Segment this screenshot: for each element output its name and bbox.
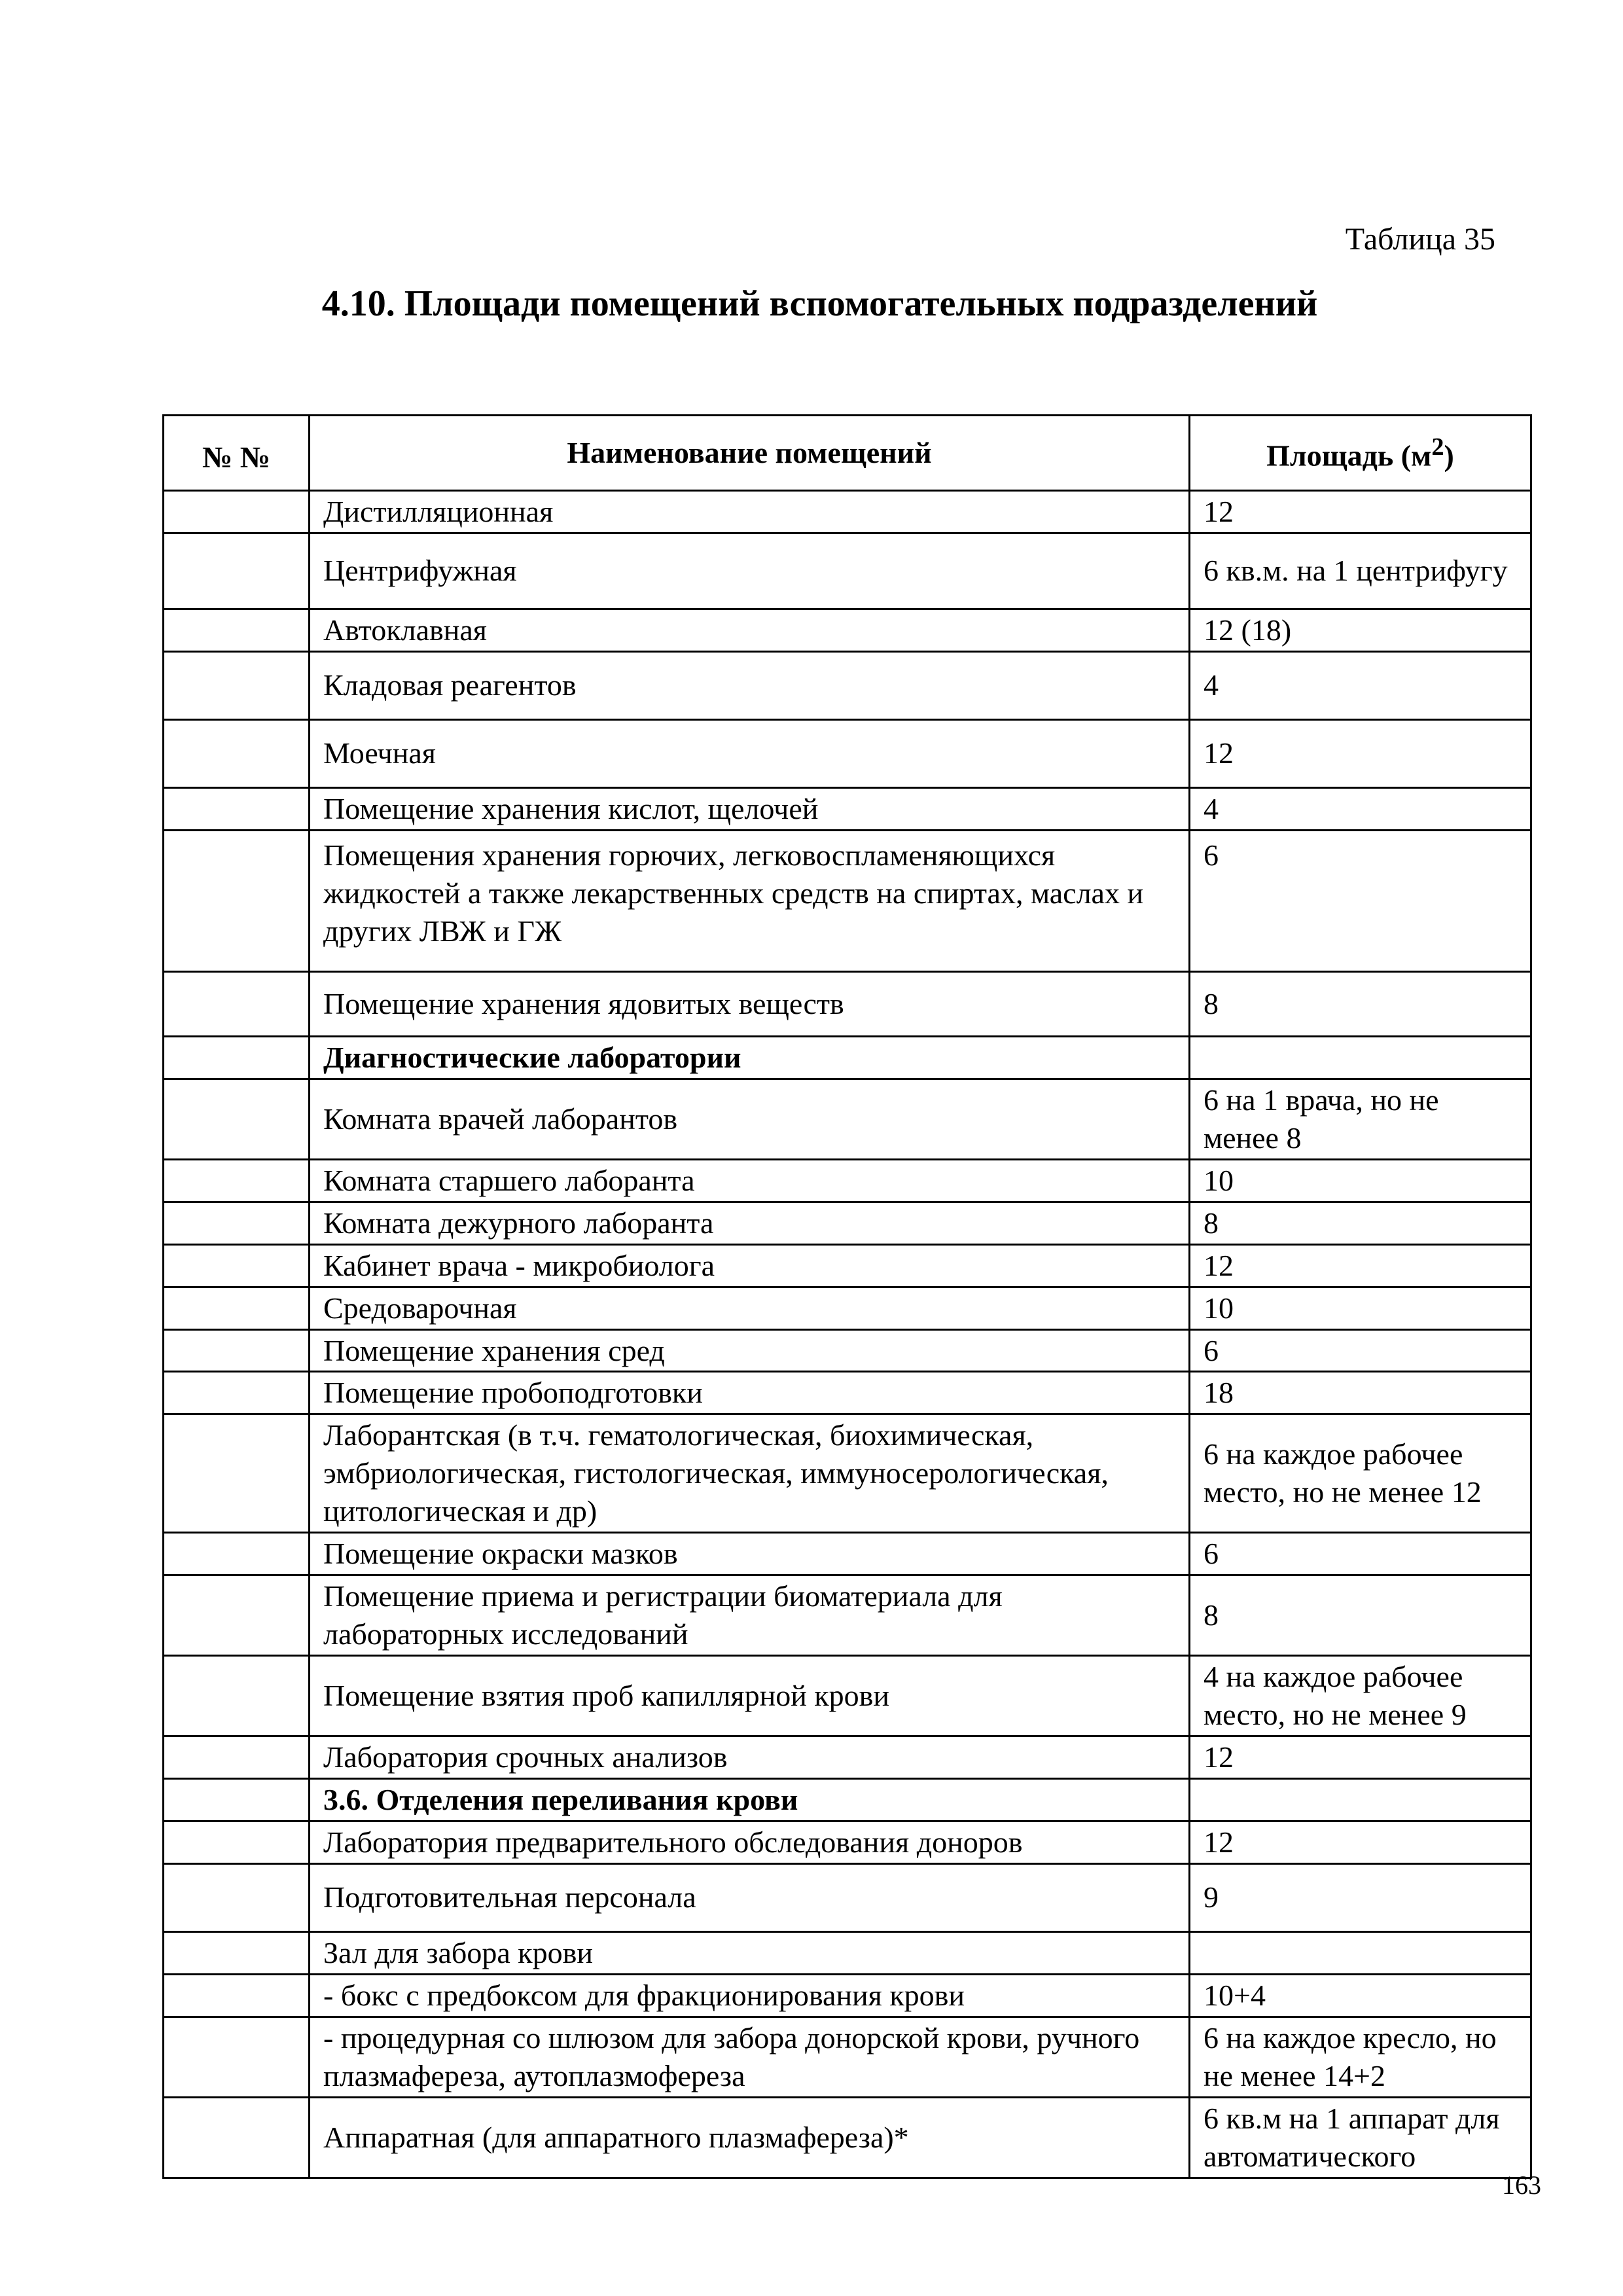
- room-area: [1190, 1779, 1531, 1821]
- room-name: Средоварочная: [310, 1287, 1190, 1329]
- room-area: 10: [1190, 1287, 1531, 1329]
- row-number: [164, 830, 310, 971]
- room-name: Кабинет врача - микробиолога: [310, 1244, 1190, 1287]
- table-row: [164, 719, 1531, 787]
- room-area: 6 кв.м на 1 аппарат для автоматического: [1190, 2097, 1531, 2178]
- table-row: [164, 609, 1531, 651]
- table-row: [164, 1159, 1531, 1202]
- column-header-area: [1190, 416, 1531, 491]
- table-row: [164, 2017, 1531, 2097]
- table-row: [164, 1202, 1531, 1244]
- room-name: Автоклавная: [310, 609, 1190, 651]
- room-area: 12: [1190, 1244, 1531, 1287]
- row-number: [164, 787, 310, 830]
- room-area: 6: [1190, 1329, 1531, 1372]
- room-name: - процедурная со шлюзом для забора донорской крови, ручного плазмафереза, аутоплазмофереза: [310, 2017, 1190, 2097]
- room-name: Дистилляционная: [310, 491, 1190, 533]
- room-name: Комната дежурного лаборанта: [310, 1202, 1190, 1244]
- table-row: [164, 1863, 1531, 1931]
- room-area: [1190, 1931, 1531, 1974]
- room-name: Зал для забора крови: [310, 1931, 1190, 1974]
- room-name: Помещение пробоподготовки: [310, 1372, 1190, 1414]
- room-area: 6: [1190, 1533, 1531, 1575]
- row-number: [164, 1414, 310, 1533]
- room-area: 6 на каждое кресло, но не менее 14+2: [1190, 2017, 1531, 2097]
- room-area: 6 на каждое рабочее место, но не менее 12: [1190, 1414, 1531, 1533]
- room-name: Помещение хранения сред: [310, 1329, 1190, 1372]
- row-number: [164, 971, 310, 1036]
- room-area: 6 на 1 врача, но не менее 8: [1190, 1079, 1531, 1159]
- room-name: Помещение взятия проб капиллярной крови: [310, 1656, 1190, 1736]
- table-row: [164, 1821, 1531, 1863]
- room-area: 4: [1190, 651, 1531, 719]
- row-number: [164, 719, 310, 787]
- section-title: 4.10. Площади помещений вспомогательных подразделений: [321, 283, 1318, 324]
- room-area: 12: [1190, 491, 1531, 533]
- table-row: [164, 787, 1531, 830]
- room-area: 4: [1190, 787, 1531, 830]
- row-number: [164, 1974, 310, 2017]
- area-header-text: Площадь (м: [1266, 439, 1432, 473]
- room-name: Лаборатория предварительного обследования доноров: [310, 1821, 1190, 1863]
- room-area: 8: [1190, 1575, 1531, 1656]
- row-number: [164, 1287, 310, 1329]
- room-area: 12: [1190, 719, 1531, 787]
- table-row: [164, 1079, 1531, 1159]
- room-area: 10+4: [1190, 1974, 1531, 2017]
- table-row: [164, 1974, 1531, 2017]
- row-number: [164, 1821, 310, 1863]
- table-row: [164, 1656, 1531, 1736]
- row-number: [164, 491, 310, 533]
- room-name: Моечная: [310, 719, 1190, 787]
- room-name: Подготовительная персонала: [310, 1863, 1190, 1931]
- room-name: Помещение хранения кислот, щелочей: [310, 787, 1190, 830]
- room-name: Комната старшего лаборанта: [310, 1159, 1190, 1202]
- room-area: 4 на каждое рабочее место, но не менее 9: [1190, 1656, 1531, 1736]
- row-number: [164, 1202, 310, 1244]
- section-row: [164, 1779, 1531, 1821]
- table-caption: Таблица 35: [1345, 222, 1495, 257]
- room-name: Аппаратная (для аппаратного плазмафереза)*: [310, 2097, 1190, 2178]
- room-area: 12: [1190, 1736, 1531, 1779]
- room-area: 12: [1190, 1821, 1531, 1863]
- room-name: Центрифужная: [310, 533, 1190, 609]
- row-number: [164, 533, 310, 609]
- section-heading: Диагностические лаборатории: [310, 1036, 1190, 1079]
- room-area: 12 (18): [1190, 609, 1531, 651]
- table-row: [164, 1244, 1531, 1287]
- table-row: [164, 533, 1531, 609]
- row-number: [164, 2097, 310, 2178]
- row-number: [164, 1656, 310, 1736]
- room-name: - бокс с предбоксом для фракционирования крови: [310, 1974, 1190, 2017]
- row-number: [164, 1931, 310, 1974]
- room-area: 18: [1190, 1372, 1531, 1414]
- room-area: [1190, 1036, 1531, 1079]
- table-row: [164, 1533, 1531, 1575]
- row-number: [164, 1533, 310, 1575]
- row-number: [164, 1244, 310, 1287]
- room-area: 6 кв.м. на 1 центрифугу: [1190, 533, 1531, 609]
- room-area: 6: [1190, 830, 1531, 971]
- row-number: [164, 1329, 310, 1372]
- row-number: [164, 1779, 310, 1821]
- room-name: Лаборатория срочных анализов: [310, 1736, 1190, 1779]
- room-name: Помещение окраски мазков: [310, 1533, 1190, 1575]
- page-number: 163: [1502, 2170, 1541, 2200]
- room-name: Помещения хранения горючих, легковоспламеняющихся жидкостей а также лекарственных средств на спиртах, маслах и других ЛВЖ и ГЖ: [310, 830, 1190, 971]
- section-heading: 3.6. Отделения переливания крови: [310, 1779, 1190, 1821]
- row-number: [164, 1079, 310, 1159]
- table-row: [164, 1287, 1531, 1329]
- row-number: [164, 651, 310, 719]
- table-row: [164, 2097, 1531, 2178]
- table-row: [164, 1414, 1531, 1533]
- table-row: [164, 491, 1531, 533]
- section-row: [164, 1036, 1531, 1079]
- table-row: [164, 1372, 1531, 1414]
- table-row: [164, 971, 1531, 1036]
- room-name: Лаборантская (в т.ч. гематологическая, биохимическая, эмбриологическая, гистологическая, иммуносерологическая, цитологическая и др): [310, 1414, 1190, 1533]
- row-number: [164, 1372, 310, 1414]
- table-row: [164, 1575, 1531, 1656]
- room-area: 8: [1190, 1202, 1531, 1244]
- row-number: [164, 1159, 310, 1202]
- row-number: [164, 1036, 310, 1079]
- room-name: Помещение хранения ядовитых веществ: [310, 971, 1190, 1036]
- row-number: [164, 2017, 310, 2097]
- room-name: Помещение приема и регистрации биоматериала для лабораторных исследований: [310, 1575, 1190, 1656]
- rooms-area-table: [162, 414, 1532, 2179]
- room-area: 8: [1190, 971, 1531, 1036]
- room-name: Комната врачей лаборантов: [310, 1079, 1190, 1159]
- table-row: [164, 651, 1531, 719]
- room-area: 9: [1190, 1863, 1531, 1931]
- row-number: [164, 1736, 310, 1779]
- column-header-room-name: Наименование помещений: [310, 416, 1190, 491]
- column-header-number: № №: [164, 416, 310, 491]
- table-row: [164, 1931, 1531, 1974]
- table-row: [164, 830, 1531, 971]
- area-header-superscript: 2: [1431, 433, 1444, 461]
- room-name: Кладовая реагентов: [310, 651, 1190, 719]
- table-row: [164, 1736, 1531, 1779]
- table-header-row: [164, 416, 1531, 491]
- row-number: [164, 1575, 310, 1656]
- row-number: [164, 1863, 310, 1931]
- row-number: [164, 609, 310, 651]
- table-row: [164, 1329, 1531, 1372]
- room-area: 10: [1190, 1159, 1531, 1202]
- area-header-suffix: ): [1444, 439, 1454, 473]
